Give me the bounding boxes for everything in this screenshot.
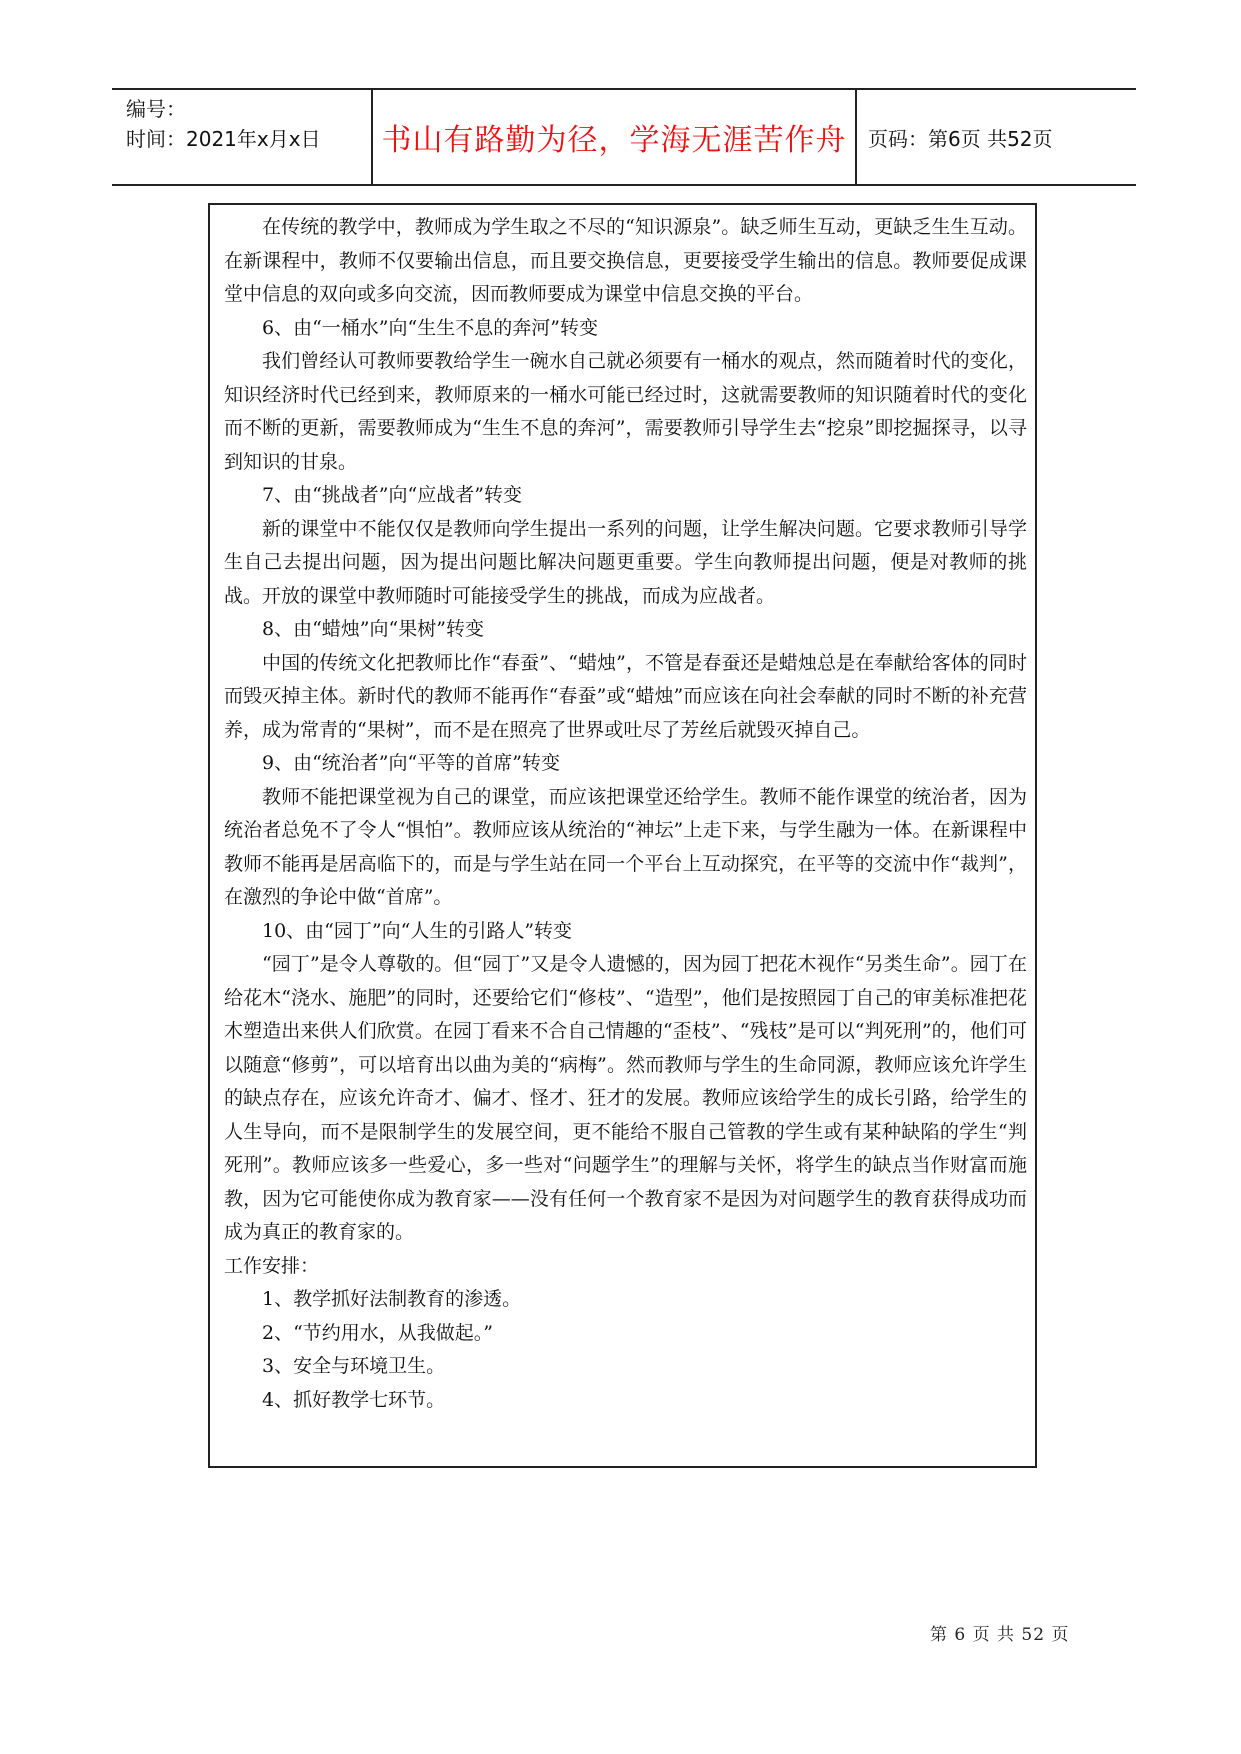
paragraph: 新的课堂中不能仅仅是教师向学生提出一系列的问题，让学生解决问题。它要求教师引导学生自己去提出问题，因为提出问题比解决问题更重要。学生向教师提出问题，便是对教师的挑战。开放的课堂中教师随时可能接受学生的挑战，而成为应战者。 <box>224 517 1027 607</box>
page-footer: 第 6 页 共 52 页 <box>930 1625 1070 1645</box>
page-header <box>112 88 1136 186</box>
paragraph: 在传统的教学中，教师成为学生取之不尽的“知识源泉”。缺乏师生互动，更缺乏生生互动。在新课程中，教师不仅要输出信息，而且要交换信息，更要接受学生输出的信息。教师要促成课堂中信息的双向或多向交流，因而教师要成为课堂中信息交换的平台。 <box>224 216 1027 305</box>
work-plan-title: 工作安排： <box>224 1254 320 1277</box>
work-plan-item: 4、抓好教学七环节。 <box>262 1388 446 1411</box>
section-heading: 6、由“一桶水”向“生生不息的奔河”转变 <box>262 316 598 339</box>
document-number-label: 编号： <box>126 97 186 121</box>
paragraph: 教师不能把课堂视为自己的课堂，而应该把课堂还给学生。教师不能作课堂的统治者，因为统治者总免不了令人“惧怕”。教师应该从统治的“神坛”上走下来，与学生融为一体。在新课程中教师不能再是居高临下的，而是与学生站在同一个平台上互动探究，在平等的交流中作“裁判”，在激烈的争论中做“首席”。 <box>224 785 1027 908</box>
section-heading: 8、由“蜡烛”向“果树”转变 <box>262 618 484 640</box>
header-motto: 书山有路勤为径，学海无涯苦作舟 <box>381 123 847 158</box>
paragraph: 我们曾经认可教师要教给学生一碗水自己就必须要有一桶水的观点，然而随着时代的变化，知识经济时代已经到来，教师原来的一桶水可能已经过时，这就需要教师的知识随着时代的变化而不断的更新，需要教师成为“生生不息的奔河”，需要教师引导学生去“挖泉”即挖掘探寻，以寻到知识的甘泉。 <box>224 350 1027 473</box>
document-body <box>224 211 1027 1417</box>
paragraph: 中国的传统文化把教师比作“春蚕”、“蜡烛”，不管是春蚕还是蜡烛总是在奉献给客体的同时而毁灭掉主体。新时代的教师不能再作“春蚕”或“蜡烛”而应该在向社会奉献的同时不断的补充营养，成为常青的“果树”，而不是在照亮了世界或吐尽了芳丝后就毁灭掉自己。 <box>224 651 1027 741</box>
header-meta <box>126 94 366 154</box>
section-heading: 7、由“挑战者”向“应战者”转变 <box>262 484 522 506</box>
paragraph: “园丁”是令人尊敬的。但“园丁”又是令人遗憾的，因为园丁把花木视作“另类生命”。园丁在给花木“浇水、施肥”的同时，还要给它们“修枝”、“造型”，他们是按照园丁自己的审美标准把花木塑造出来供人们欣赏。在园丁看来不合自己情趣的“歪枝”、“残枝”是可以“判死刑”的，他们可以随意“修剪”，可以培育出以曲为美的“病梅”。然而教师与学生的生命同源，教师应该允许学生的缺点存在，应该允许奇才、偏才、怪才、狂才的发展。教师应该给学生的成长引路，给学生的人生导向，而不是限制学生的发展空间，更不能给不服自己管教的学生或有某种缺陷的学生“判死刑”。教师应该多一些爱心，多一些对“问题学生”的理解与关怀，将学生的缺点当作财富而施教，因为它可能使你成为教育家——没有任何一个教育家不是因为对问题学生的教育获得成功而成为真正的教育家的。 <box>224 953 1027 1243</box>
section-heading: 10、由“园丁”向“人生的引路人”转变 <box>262 919 573 942</box>
work-plan-item: 3、安全与环境卫生。 <box>262 1355 446 1377</box>
section-heading: 9、由“统治者”向“平等的首席”转变 <box>262 752 560 774</box>
work-plan-item: 1、教学抓好法制教育的渗透。 <box>262 1288 522 1310</box>
header-page-info: 页码：第6页 共52页 <box>868 126 1053 151</box>
header-divider <box>855 90 857 184</box>
content-frame <box>208 203 1037 1468</box>
work-plan-item: 2、“节约用水，从我做起。” <box>262 1321 494 1344</box>
document-date: 时间：2021年x月x日 <box>126 127 321 151</box>
